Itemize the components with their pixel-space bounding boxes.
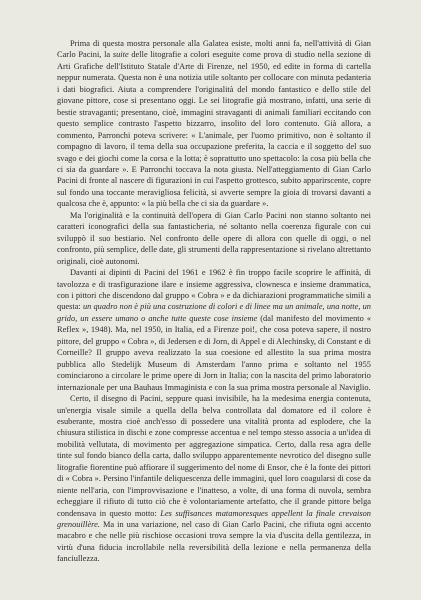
- paragraph-4: [57, 393, 371, 565]
- text-run: Ma in una variazione, nel caso di Gian Carlo Pacini, che rifiuta ogni accento macabro e che nelle più rischiose occasioni trova sempre la via d'uscita della gentilezza, in virtù d'una fiducia incrollabile nella reversibilità della lezione e nella permanenza della fanciullezza.: [57, 520, 371, 564]
- paragraph-3: [57, 267, 371, 393]
- text-run: Certo, il disegno di Pacini, seppure quasi invisibile, ha la medesima energia contenuta, un'energia visale simile a quella della belva controllata dal domatore ed il colore è esuberante, mostra cioè anch'esso di possedere una vitalità pronta ad esplodere, che la chiusura stilistica in dischi e zone compresse accentua e nel tempo stesso associa a un'idea di mobilità vellutata, di movimento per aggregazione simpatica. Certo, dalla resa agra delle tinte sul fondo bianco della carta, dallo sviluppo apparentemente nevrotico del disegno sulle litografie fiorentine può affiorare il suggerimento del nome di Ensor, che è la fonte dei pittori di « Cobra ». Persino l'infantile deliquescenza delle immagini, quel loro coagularsi di cose da niente nell'aria, con l'improvvisazione e l'inatteso, a volte, di una forma di nuvola, sembra echeggiare il rifiuto di tutto ciò che è volontariamente artefatto, che il grande pittore belga condensava in questo motto:: [57, 394, 371, 518]
- text-run: Ma l'originalità e la continuità dell'opera di Gian Carlo Pacini non stanno soltanto nei caratteri iconografici della sua fantasticheria, né soltanto nella coerenza figurale con cui sviluppò il suo bestiario. Nel confronto delle opere di allora con quelle di oggi, o nel confronto, più semplice, delle date, gli strumenti della rappresentazione si rivelano altrettanto originali, cioè autonomi.: [57, 210, 371, 266]
- text-run: Davanti ai dipinti di Pacini del 1961 e 1962 è fin troppo facile scoprire le affinità, di tavolozza e di trasfigurazione ilare e insieme aggressiva, clownesca e insieme drammatica, con i pittori che discendono dal gruppo « Cobra » e da dichiarazioni programmatiche simili a questa:: [57, 268, 371, 312]
- text-run: delle litografie a colori eseguite come prova di studio nella sezione di Arti Grafiche dell'Istituto Statale d'Arte di Firenze, nel 1950, ed edite in forma di cartella neppur numerata. Questa non è una notizia utile soltanto per collocare con minuta pedanteria i dati biografici. Aiuta a comprendere l'originalità del mondo fantastico e dello stile del giovane pittore, cose si presentano oggi. Le sei litografie già mostrano, infatti, una serie di bestie stravaganti; presentano, cioè, immagini stravaganti di animali familiari eccitando con questo semplice contrasto l'aspetto bizzarro, insolito del loro contenuto. Già allora, a commento, Parronchi poteva scrivere: « L'animale, per l'uomo primitivo, non è soltanto il compagno di lavoro, il tema della sua occupazione preferita, la caccia e il soggetto del suo svago e dei giochi come la corsa e la lotta; è soprattutto uno spettacolo: la cosa più bella che ci sia da guardare ». E Parronchi toccava la nota giusta. Nell'atteggiamento di Gian Carlo Pacini di fronte al nascere di figurazioni in cui l'aspetto grottesco, subito apparirscente, copre sul fondo una toccante meravigliosa felicità, si avverte sempre la gioia di trovarsi davanti a qualcosa che è, appunto: « la più bella che ci sia da guardare ».: [57, 50, 371, 209]
- paragraph-2: [57, 210, 371, 267]
- italic-run: Les suffisances matamoresques appellent la finale crevaison grenouillère.: [57, 508, 372, 530]
- text-run: Prima di questa mostra personale alla Galatea esiste, molti anni fa, nell'attività di Gian Carlo Pacini, la: [57, 39, 371, 60]
- italic-run: suite: [112, 50, 129, 60]
- text-run: (dal manifesto del movimento « Reflex », 1948). Ma, nel 1950, in Italia, ed a Firenze poi!, che cosa poteva sapere, il nostro pittore, del gruppo « Cobra », di Jedersen e di Jorn, di Appel e di Alechinsky, di Constant e di Corneille? Il gruppo aveva realizzato la sua coesione ed allestito la sua prima mostra pubblica allo Stedelijk Museum di Amsterdam l'anno prima e soltanto nel 1955 cominciarono a circolare le prime opere di Jorn in Italia; con la nascita del primo laboratorio internazionale per una Bauhaus Immaginista e con la sua prima mostra personale al Naviglio.: [57, 313, 372, 392]
- body-text: [57, 38, 371, 565]
- paragraph-1: [57, 38, 371, 210]
- italic-run: un quadro non è più una costruzione di colori e di linee ma un animale, una notte, un grido, un essere umano o anche tutte queste cose insieme: [57, 302, 371, 323]
